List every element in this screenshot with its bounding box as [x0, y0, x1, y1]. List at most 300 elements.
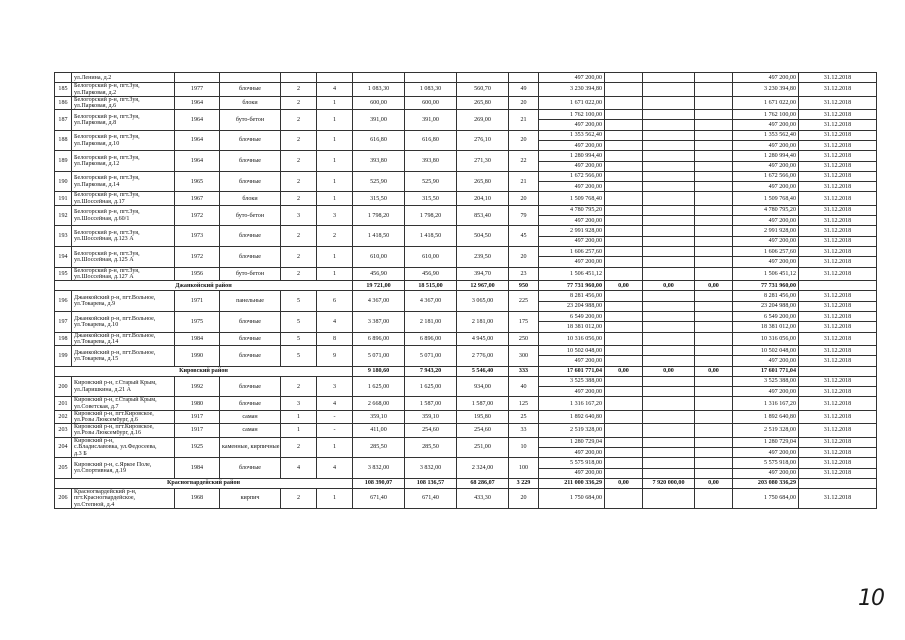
entrances-cell: 1: [317, 267, 353, 280]
floors-cell: 2: [281, 437, 317, 458]
apartment-area-cell: 254,60: [457, 424, 509, 437]
total-area-cell: 1 083,30: [353, 83, 405, 96]
material-cell: буто-бетон: [220, 205, 281, 226]
row-number-cell: 190: [55, 171, 72, 192]
entrances-cell: -: [317, 410, 353, 423]
address-line: пгт.Красногвардейское,: [74, 495, 136, 502]
fund-cell: [695, 397, 733, 410]
total-area-cell: 610,00: [353, 247, 405, 268]
address-cell: [72, 437, 175, 458]
living-area-cell: 6 896,00: [405, 332, 457, 345]
total-area-cell: 525,90: [353, 171, 405, 192]
row-number-cell: 202: [55, 410, 72, 423]
fund-cell: [643, 110, 695, 120]
deadline-cell: 31.12.2018: [799, 257, 877, 267]
fund-cell: 0,00: [643, 281, 695, 291]
fund-cell: [643, 205, 695, 215]
living-area-cell: 1 418,50: [405, 226, 457, 247]
total-area-cell: 391,00: [353, 110, 405, 131]
deadline-cell: 31.12.2018: [799, 110, 877, 120]
address-line: ул.Шоссейная, д.17: [74, 198, 125, 205]
total-area-cell: 108 390,07: [353, 478, 405, 488]
address-line: Белогорский р-н, пгт.Зуя,: [74, 250, 140, 257]
address-line: ул.Парковая, д.12: [74, 161, 120, 168]
sum-cell: 1 316 167,20: [733, 397, 799, 410]
sum-cell: 1 750 684,00: [733, 489, 799, 509]
row-number-cell: 189: [55, 151, 72, 172]
residents-cell: 950: [509, 281, 539, 291]
fund-cell: [605, 387, 643, 397]
living-area-cell: 393,80: [405, 151, 457, 172]
fund-cell: [605, 216, 643, 226]
fund-cell: [643, 96, 695, 109]
deadline-cell: [799, 281, 877, 291]
total-area-cell: 411,00: [353, 424, 405, 437]
deadline-cell: 31.12.2018: [799, 458, 877, 468]
total-cost-cell: 497 200,00: [539, 141, 605, 151]
fund-cell: [605, 468, 643, 478]
sum-cell: 497 200,00: [733, 387, 799, 397]
total-area-cell: 359,10: [353, 410, 405, 423]
apartment-area-cell: 2 181,00: [457, 311, 509, 332]
fund-cell: [643, 267, 695, 280]
total-area-cell: 5 071,00: [353, 345, 405, 366]
row-number-cell: 192: [55, 205, 72, 226]
address-line: Кировский р-н, пгт.Кировское,: [74, 410, 154, 417]
fund-cell: [643, 247, 695, 257]
deadline-cell: 31.12.2018: [799, 322, 877, 332]
apartment-area-cell: [457, 73, 509, 83]
total-cost-cell: 2 519 328,00: [539, 424, 605, 437]
row-number-cell: 196: [55, 291, 72, 312]
sum-cell: 18 381 012,00: [733, 322, 799, 332]
deadline-cell: 31.12.2018: [799, 161, 877, 171]
floors-cell: 1: [281, 410, 317, 423]
address-line: с.Владиславовка, ул.Федосеева,: [74, 444, 157, 451]
fund-cell: [643, 141, 695, 151]
floors-cell: 2: [281, 489, 317, 509]
table-row: [55, 267, 877, 280]
deadline-cell: 31.12.2018: [799, 120, 877, 130]
deadline-cell: 31.12.2018: [799, 332, 877, 345]
apartment-area-cell: 2 324,00: [457, 458, 509, 479]
apartment-area-cell: 433,30: [457, 489, 509, 509]
total-area-cell: 19 721,00: [353, 281, 405, 291]
material-cell: блочные: [220, 130, 281, 151]
total-area-cell: 4 367,00: [353, 291, 405, 312]
row-number-cell: 203: [55, 424, 72, 437]
floors-cell: 5: [281, 345, 317, 366]
table-row: [55, 489, 877, 509]
fund-cell: 0,00: [643, 366, 695, 376]
address-cell: [72, 424, 175, 437]
year-cell: 1973: [175, 226, 220, 247]
address-line: Белогорский р-н, пгт.Зуя,: [74, 134, 140, 141]
fund-cell: 0,00: [695, 366, 733, 376]
housing-register-table: [54, 72, 877, 509]
apartment-area-cell: 265,80: [457, 96, 509, 109]
row-number-cell: 205: [55, 458, 72, 479]
total-cost-cell: 17 601 771,04: [539, 366, 605, 376]
address-line: ул.Парковая, д.6: [74, 102, 117, 109]
total-cost-cell: 8 281 456,00: [539, 291, 605, 301]
fund-cell: [643, 182, 695, 192]
address-line: ул.Парковая, д.2: [74, 89, 117, 96]
row-number-cell: 199: [55, 345, 72, 366]
fund-cell: [643, 376, 695, 386]
address-cell: [72, 192, 175, 205]
year-cell: 1984: [175, 458, 220, 479]
residents-cell: 175: [509, 311, 539, 332]
address-line: Красногвардейский р-н,: [74, 489, 137, 496]
address-cell: [72, 171, 175, 192]
fund-cell: [695, 387, 733, 397]
deadline-cell: 31.12.2018: [799, 267, 877, 280]
apartment-area-cell: 195,80: [457, 410, 509, 423]
apartment-area-cell: 4 945,00: [457, 332, 509, 345]
year-cell: 1964: [175, 151, 220, 172]
total-cost-cell: 4 780 795,20: [539, 205, 605, 215]
residents-cell: 45: [509, 226, 539, 247]
fund-cell: [695, 437, 733, 447]
sum-cell: 497 200,00: [733, 182, 799, 192]
fund-cell: [695, 311, 733, 321]
sum-cell: 497 200,00: [733, 468, 799, 478]
fund-cell: 0,00: [605, 366, 643, 376]
row-number-cell: 206: [55, 489, 72, 509]
fund-cell: [695, 182, 733, 192]
sum-cell: 1 353 562,40: [733, 130, 799, 140]
row-number-cell: 195: [55, 267, 72, 280]
total-cost-cell: 1 762 100,00: [539, 110, 605, 120]
fund-cell: [695, 458, 733, 468]
fund-cell: [643, 236, 695, 246]
apartment-area-cell: 3 065,00: [457, 291, 509, 312]
fund-cell: [695, 356, 733, 366]
fund-cell: [695, 151, 733, 161]
floors-cell: 2: [281, 247, 317, 268]
apartment-area-cell: 1 587,00: [457, 397, 509, 410]
row-number-cell: 188: [55, 130, 72, 151]
living-area-cell: 4 367,00: [405, 291, 457, 312]
sum-cell: 3 230 394,80: [733, 83, 799, 96]
living-area-cell: 18 515,00: [405, 281, 457, 291]
address-line: ул.Розы Люксембург, д.6: [74, 417, 138, 424]
address-line: ул.Токарева, д.10: [74, 321, 119, 328]
row-number-cell: 186: [55, 96, 72, 109]
material-cell: блочные: [220, 458, 281, 479]
fund-cell: 0,00: [605, 281, 643, 291]
row-number-cell: 198: [55, 332, 72, 345]
address-cell: [72, 151, 175, 172]
floors-cell: 2: [281, 226, 317, 247]
address-line: Джанкойский р-н, пгт.Вольное,: [74, 349, 156, 356]
region-subtotal-row: [55, 281, 877, 291]
fund-cell: [605, 236, 643, 246]
residents-cell: 20: [509, 96, 539, 109]
deadline-cell: 31.12.2018: [799, 226, 877, 236]
material-cell: блочные: [220, 345, 281, 366]
address-line: ул.Парковая, д.10: [74, 140, 120, 147]
address-line: Белогорский р-н, пгт.Зуя,: [74, 175, 140, 182]
residents-cell: 25: [509, 410, 539, 423]
deadline-cell: 31.12.2018: [799, 236, 877, 246]
residents-cell: 20: [509, 130, 539, 151]
address-line: Джанкойский р-н, пгт.Вольное,: [74, 294, 156, 301]
fund-cell: [605, 311, 643, 321]
address-line: Белогорский р-н, пгт.Зуя,: [74, 113, 140, 120]
residents-cell: 21: [509, 171, 539, 192]
address-cell: [72, 205, 175, 226]
address-cell: [72, 489, 175, 509]
material-cell: буто-бетон: [220, 110, 281, 131]
total-area-cell: 2 668,00: [353, 397, 405, 410]
material-cell: блочные: [220, 83, 281, 96]
total-area-cell: 671,40: [353, 489, 405, 509]
address-line: ул.Токарева, д.9: [74, 301, 116, 308]
sum-cell: 497 200,00: [733, 356, 799, 366]
address-line: Белогорский р-н, пгт.Зуя,: [74, 267, 140, 274]
region-name: Красногвардейский район: [55, 478, 353, 488]
sum-cell: 1 892 640,80: [733, 410, 799, 423]
total-cost-cell: 1 671 022,00: [539, 96, 605, 109]
fund-cell: [605, 171, 643, 181]
fund-cell: [695, 141, 733, 151]
total-cost-cell: 497 200,00: [539, 468, 605, 478]
total-cost-cell: 497 200,00: [539, 73, 605, 83]
residents-cell: 33: [509, 424, 539, 437]
living-area-cell: 391,00: [405, 110, 457, 131]
table-row: [55, 130, 877, 140]
apartment-area-cell: 239,50: [457, 247, 509, 268]
deadline-cell: 31.12.2018: [799, 291, 877, 301]
address-cell: [72, 410, 175, 423]
region-name: Кировский район: [55, 366, 353, 376]
fund-cell: [605, 161, 643, 171]
sum-cell: 497 200,00: [733, 447, 799, 457]
fund-cell: [605, 291, 643, 301]
residents-cell: 100: [509, 458, 539, 479]
total-area-cell: 9 180,60: [353, 366, 405, 376]
fund-cell: [605, 301, 643, 311]
entrances-cell: 4: [317, 458, 353, 479]
table-row: [55, 205, 877, 215]
fund-cell: [695, 110, 733, 120]
living-area-cell: 1 083,30: [405, 83, 457, 96]
living-area-cell: 671,40: [405, 489, 457, 509]
entrances-cell: 3: [317, 376, 353, 397]
year-cell: 1971: [175, 291, 220, 312]
address-cell: [72, 397, 175, 410]
table-row: [55, 397, 877, 410]
fund-cell: [695, 468, 733, 478]
sum-cell: 3 525 388,00: [733, 376, 799, 386]
total-cost-cell: 1 606 257,60: [539, 247, 605, 257]
sum-cell: 497 200,00: [733, 236, 799, 246]
sum-cell: 10 316 056,00: [733, 332, 799, 345]
fund-cell: [643, 311, 695, 321]
entrances-cell: 1: [317, 192, 353, 205]
deadline-cell: 31.12.2018: [799, 345, 877, 355]
living-area-cell: 254,60: [405, 424, 457, 437]
fund-cell: [643, 257, 695, 267]
residents-cell: 20: [509, 192, 539, 205]
sum-cell: 1 606 257,60: [733, 247, 799, 257]
address-line: Белогорский р-н, пгт.Зуя,: [74, 96, 140, 103]
living-area-cell: 525,90: [405, 171, 457, 192]
total-cost-cell: 1 280 994,40: [539, 151, 605, 161]
living-area-cell: 2 181,00: [405, 311, 457, 332]
fund-cell: [695, 291, 733, 301]
total-cost-cell: 497 200,00: [539, 387, 605, 397]
address-cell: [72, 311, 175, 332]
total-cost-cell: 1 353 562,40: [539, 130, 605, 140]
living-area-cell: 1 798,20: [405, 205, 457, 226]
fund-cell: [695, 192, 733, 205]
address-line: Кировский р-н,: [74, 438, 114, 445]
year-cell: 1968: [175, 489, 220, 509]
table-row: [55, 332, 877, 345]
fund-cell: [695, 73, 733, 83]
living-area-cell: 616,80: [405, 130, 457, 151]
table-row: [55, 226, 877, 236]
fund-cell: [605, 226, 643, 236]
fund-cell: [695, 130, 733, 140]
fund-cell: [643, 161, 695, 171]
fund-cell: [605, 141, 643, 151]
apartment-area-cell: 276,10: [457, 130, 509, 151]
year-cell: 1972: [175, 247, 220, 268]
residents-cell: 250: [509, 332, 539, 345]
fund-cell: [643, 73, 695, 83]
fund-cell: [643, 356, 695, 366]
address-line: ул.Степной, д.4: [74, 501, 115, 508]
deadline-cell: 31.12.2018: [799, 216, 877, 226]
table-row: [55, 410, 877, 423]
entrances-cell: 1: [317, 110, 353, 131]
fund-cell: [695, 161, 733, 171]
deadline-cell: 31.12.2018: [799, 151, 877, 161]
fund-cell: [643, 226, 695, 236]
entrances-cell: 6: [317, 291, 353, 312]
entrances-cell: 1: [317, 96, 353, 109]
deadline-cell: 31.12.2018: [799, 437, 877, 447]
total-area-cell: 456,90: [353, 267, 405, 280]
table-row: [55, 311, 877, 321]
floors-cell: 3: [281, 397, 317, 410]
address-line: ул.Парковая, д.14: [74, 181, 120, 188]
total-cost-cell: 497 200,00: [539, 182, 605, 192]
fund-cell: [695, 447, 733, 457]
row-number-cell: 194: [55, 247, 72, 268]
total-cost-cell: 10 502 048,00: [539, 345, 605, 355]
floors-cell: 2: [281, 171, 317, 192]
address-cell: [72, 345, 175, 366]
material-cell: кирпич: [220, 489, 281, 509]
fund-cell: [605, 182, 643, 192]
apartment-area-cell: 560,70: [457, 83, 509, 96]
floors-cell: [281, 73, 317, 83]
living-area-cell: 359,10: [405, 410, 457, 423]
address-cell: [72, 110, 175, 131]
fund-cell: [605, 356, 643, 366]
total-cost-cell: 1 892 640,80: [539, 410, 605, 423]
sum-cell: 2 519 328,00: [733, 424, 799, 437]
sum-cell: 1 280 994,40: [733, 151, 799, 161]
address-line: д.3 Б: [74, 450, 87, 457]
total-cost-cell: 77 731 960,00: [539, 281, 605, 291]
fund-cell: [643, 387, 695, 397]
entrances-cell: 1: [317, 437, 353, 458]
material-cell: блочные: [220, 311, 281, 332]
living-area-cell: 1 587,00: [405, 397, 457, 410]
fund-cell: [605, 322, 643, 332]
year-cell: 1964: [175, 96, 220, 109]
address-cell: [72, 458, 175, 479]
fund-cell: [643, 458, 695, 468]
sum-cell: 5 575 918,00: [733, 458, 799, 468]
deadline-cell: 31.12.2018: [799, 376, 877, 386]
fund-cell: [643, 468, 695, 478]
deadline-cell: 31.12.2018: [799, 387, 877, 397]
address-cell: [72, 83, 175, 96]
floors-cell: 2: [281, 130, 317, 151]
address-line: Джанкойский р-н, пгт.Вольное,: [74, 315, 156, 322]
table-row: [55, 345, 877, 355]
floors-cell: 2: [281, 151, 317, 172]
entrances-cell: 4: [317, 397, 353, 410]
sum-cell: 77 731 960,00: [733, 281, 799, 291]
total-area-cell: 3 387,00: [353, 311, 405, 332]
residents-cell: 10: [509, 437, 539, 458]
apartment-area-cell: 265,80: [457, 171, 509, 192]
fund-cell: [605, 489, 643, 509]
living-area-cell: 1 625,00: [405, 376, 457, 397]
fund-cell: [605, 424, 643, 437]
sum-cell: 203 080 336,29: [733, 478, 799, 488]
fund-cell: [605, 83, 643, 96]
region-subtotal-row: [55, 478, 877, 488]
deadline-cell: 31.12.2018: [799, 141, 877, 151]
address-cell: [72, 73, 175, 83]
entrances-cell: 1: [317, 247, 353, 268]
table-row: [55, 192, 877, 205]
total-area-cell: 393,80: [353, 151, 405, 172]
material-cell: саман: [220, 410, 281, 423]
total-area-cell: 3 832,00: [353, 458, 405, 479]
fund-cell: [695, 376, 733, 386]
year-cell: [175, 73, 220, 83]
total-cost-cell: 3 525 388,00: [539, 376, 605, 386]
floors-cell: 2: [281, 83, 317, 96]
deadline-cell: 31.12.2018: [799, 96, 877, 109]
total-cost-cell: 497 200,00: [539, 356, 605, 366]
total-cost-cell: 1 509 768,40: [539, 192, 605, 205]
residents-cell: 23: [509, 267, 539, 280]
deadline-cell: 31.12.2018: [799, 397, 877, 410]
region-subtotal-row: [55, 366, 877, 376]
fund-cell: [643, 322, 695, 332]
floors-cell: 2: [281, 96, 317, 109]
total-cost-cell: 211 000 336,29: [539, 478, 605, 488]
table-row: [55, 458, 877, 468]
fund-cell: 0,00: [695, 478, 733, 488]
residents-cell: 333: [509, 366, 539, 376]
year-cell: 1967: [175, 192, 220, 205]
entrances-cell: 4: [317, 311, 353, 332]
residents-cell: 40: [509, 376, 539, 397]
fund-cell: [605, 437, 643, 447]
